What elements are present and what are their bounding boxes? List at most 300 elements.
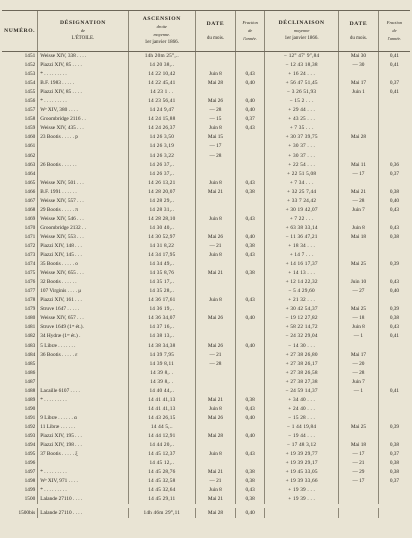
row-fraction2: 0,41 (378, 387, 410, 396)
row-ascension: 14 44 12,91 (128, 432, 195, 441)
header-date2-label: DATE (349, 20, 368, 27)
row-number: 1489 (24, 396, 36, 403)
row-fraction2 (378, 405, 410, 414)
header-declinaison-epoch: 1er janvier 1866. (284, 36, 319, 41)
row-number: 1497 (24, 469, 36, 476)
header-fraction2 (378, 11, 410, 52)
row-declinaison: + 19 39 29,17 (265, 459, 339, 468)
table-row (2, 369, 410, 378)
header-ascension-sub: droite (156, 24, 167, 29)
row-fraction2: 0,37 (378, 170, 410, 179)
row-number: 1478 (24, 297, 36, 304)
footer-declinaison (265, 508, 339, 518)
row-designation: B.F. 1983 . . . . . (38, 79, 128, 88)
footer-date2 (338, 508, 378, 518)
table-row (2, 432, 410, 441)
row-fraction2 (378, 251, 410, 260)
table-row (2, 342, 410, 351)
table-row (2, 233, 410, 242)
row-fraction (235, 88, 264, 97)
star-catalog-table (2, 10, 410, 504)
table-row (2, 161, 410, 170)
row-ascension: 14 39 7,95 (128, 351, 195, 360)
row-fraction2: 0,43 (378, 278, 410, 287)
row-fraction2 (378, 486, 410, 495)
row-date2 (338, 70, 378, 79)
table-row (2, 52, 410, 62)
header-date (195, 11, 235, 52)
header-declinaison (265, 11, 339, 52)
row-number: 1466 (24, 188, 36, 195)
row-declinaison: + 27 38 27,38 (265, 378, 339, 387)
row-fraction: 0,40 (235, 414, 264, 423)
header-fraction2-label: Fraction (386, 20, 403, 25)
row-ascension: 14 24 26,37 (128, 124, 195, 133)
row-designation: * . . . . . . . . . (38, 97, 128, 106)
row-number: 1455 (24, 89, 36, 96)
header-numero (2, 11, 38, 52)
row-designation: Weisse XIV, 553 . . . (38, 233, 128, 242)
row-number: 1474 (24, 261, 36, 268)
row-designation: 32 Bootis . . . . . . (38, 278, 128, 287)
row-designation (38, 369, 128, 378)
row-declinaison: + 19 39 . . . (265, 495, 339, 504)
row-date2 (338, 242, 378, 251)
table-row (2, 206, 410, 215)
row-date2: Mai 18 (338, 441, 378, 450)
row-designation: Lacaille 6107 . . . . (38, 387, 128, 396)
row-number: 1453 (24, 71, 36, 78)
row-fraction (235, 278, 264, 287)
row-number: 1475 (24, 270, 36, 277)
row-ascension: 14 36 34,07 (128, 314, 195, 323)
row-ascension: 14 24 9,47 (128, 106, 195, 115)
row-number: 1456 (24, 98, 36, 105)
row-number: 1460 (24, 134, 36, 141)
table-row (2, 269, 410, 278)
header-ascension-sub2: moyenne. (153, 32, 171, 37)
row-declinaison: − 12 43 18,38 (265, 61, 339, 70)
row-designation: Weisse XIV, 338 . . . . (38, 52, 128, 62)
row-date: — 15 (195, 115, 235, 124)
row-ascension: 14 34 17,95 (128, 251, 195, 260)
row-date: Mai 26 (195, 233, 235, 242)
row-number: 1452 (24, 62, 36, 69)
row-ascension: 14 39 8,. . (128, 369, 195, 378)
row-designation: Weisse XIV, 501 . . . (38, 179, 128, 188)
row-fraction2: 0,37 (378, 79, 410, 88)
row-number: 1479 (24, 306, 36, 313)
row-fraction (235, 161, 264, 170)
row-declinaison: + 7 35 . . . (265, 124, 339, 133)
row-ascension: 14 31 8,22 (128, 242, 195, 251)
row-number: 1500 (24, 496, 36, 503)
row-ascension: 14 35 17,.. (128, 278, 195, 287)
row-designation: Lalande 27110 . . . . (38, 495, 128, 504)
header-designation-sub2: L'ÉTOILE. (71, 36, 95, 41)
row-date2: Mai 18 (338, 233, 378, 242)
row-ascension: 14 45 29,11 (128, 495, 195, 504)
row-date2: — 18 (338, 314, 378, 323)
table-row (2, 387, 410, 396)
header-fraction (235, 11, 264, 52)
row-fraction (235, 224, 264, 233)
row-fraction (235, 133, 264, 142)
row-fraction: 0,40 (235, 79, 264, 88)
row-fraction2 (378, 351, 410, 360)
row-date: Mai 15 (195, 133, 235, 142)
row-ascension: 14 45 32,64 (128, 486, 195, 495)
row-fraction: 0,43 (235, 450, 264, 459)
row-date (195, 323, 235, 332)
row-fraction: 0,38 (235, 188, 264, 197)
row-date (195, 332, 235, 341)
row-ascension: 14 26 37,.. (128, 170, 195, 179)
header-fraction2-sub2: l'année. (387, 36, 402, 41)
table-row (2, 197, 410, 206)
header-date-label: DATE (206, 20, 225, 27)
row-fraction: 0,38 (235, 269, 264, 278)
table-row (2, 323, 410, 332)
row-ascension: 14 22 45,41 (128, 79, 195, 88)
row-fraction: 0,43 (235, 251, 264, 260)
row-date: Mai 26 (195, 414, 235, 423)
row-fraction (235, 170, 264, 179)
row-number: 1465 (24, 179, 36, 186)
table-row (2, 124, 410, 133)
row-declinaison: − 19 12 27,82 (265, 314, 339, 323)
row-date2 (338, 115, 378, 124)
row-fraction (235, 260, 264, 269)
table-row (2, 332, 410, 341)
row-date: Juin 8 (195, 124, 235, 133)
row-number: 1462 (24, 152, 36, 159)
row-date: Juin 8 (195, 296, 235, 305)
row-ascension: 14 28 31,.. (128, 206, 195, 215)
row-date2: — 28 (338, 197, 378, 206)
table-row (2, 152, 410, 161)
row-designation: Weisse XIV, 435 . . . (38, 124, 128, 133)
row-date: Mai 21 (195, 188, 235, 197)
row-date2: — 28 (338, 369, 378, 378)
row-fraction: 0,43 (235, 405, 264, 414)
row-declinaison: − 24 59 14,37 (265, 387, 339, 396)
row-declinaison: + 14 16 17,37 (265, 260, 339, 269)
row-declinaison: + 63 38 33,14 (265, 224, 339, 233)
header-fraction-sub2: l'année. (243, 36, 258, 41)
row-fraction2: 0,36 (378, 161, 410, 170)
row-fraction: 0,40 (235, 97, 264, 106)
row-date: — 21 (195, 477, 235, 486)
row-fraction2 (378, 97, 410, 106)
row-declinaison: + 29 44 . . . (265, 106, 339, 115)
row-number: 1484 (24, 351, 36, 358)
row-date: Juin 8 (195, 70, 235, 79)
row-date (195, 52, 235, 62)
row-date2: Mai 28 (338, 133, 378, 142)
row-fraction: 0,38 (235, 242, 264, 251)
table-row (2, 287, 410, 296)
row-fraction2: 0,37 (378, 450, 410, 459)
table-row (2, 106, 410, 115)
row-date2 (338, 106, 378, 115)
row-date2: — 17 (338, 477, 378, 486)
row-designation (38, 152, 128, 161)
row-fraction (235, 387, 264, 396)
row-designation: Groombridge 2116 . . (38, 115, 128, 124)
table-row (2, 242, 410, 251)
table-row (2, 142, 410, 151)
row-fraction2: 0,40 (378, 287, 410, 296)
header-date-sub: du mois. (206, 35, 225, 41)
row-date2: Juin 7 (338, 206, 378, 215)
row-number: 1469 (24, 215, 36, 222)
row-date2 (338, 414, 378, 423)
footer-row (2, 508, 410, 518)
row-date (195, 224, 235, 233)
row-date (195, 278, 235, 287)
row-date: — 17 (195, 142, 235, 151)
row-designation: * . . . . . . . . . (38, 486, 128, 495)
row-date: Mai 26 (195, 342, 235, 351)
row-date (195, 197, 235, 206)
row-fraction2 (378, 124, 410, 133)
row-date2 (338, 296, 378, 305)
row-fraction: 0,43 (235, 486, 264, 495)
row-ascension: 14 41 41,13 (128, 396, 195, 405)
row-number: 1467 (24, 197, 36, 204)
row-number: 1486 (24, 369, 36, 376)
table-row (2, 405, 410, 414)
row-ascension: 14 23 56,41 (128, 97, 195, 106)
row-designation (38, 459, 128, 468)
row-date2: Juin 8 (338, 224, 378, 233)
row-number: 1498 (24, 478, 36, 485)
row-fraction2 (378, 296, 410, 305)
row-fraction (235, 52, 264, 62)
row-date2: — 29 (338, 468, 378, 477)
row-declinaison: + 27 38 26,80 (265, 351, 339, 360)
row-designation: Piazzi XIV, 161 . . . (38, 296, 128, 305)
row-ascension: 14 26 37,.. (128, 161, 195, 170)
row-number: 1457 (24, 107, 36, 114)
row-fraction: 0,40 (235, 106, 264, 115)
header-date2-sub: du mois. (349, 35, 368, 41)
row-date (195, 161, 235, 170)
table-row (2, 414, 410, 423)
row-fraction2: 0,38 (378, 314, 410, 323)
row-fraction2: 0,41 (378, 61, 410, 70)
row-fraction2: 0,38 (378, 441, 410, 450)
row-designation: Piazzi XIV, 195 . . . (38, 432, 128, 441)
row-designation: 5 Libræ . . . . . . . (38, 342, 128, 351)
row-date2: — 1 (338, 387, 378, 396)
header-declinaison-label: DÉCLINAISON (278, 20, 325, 26)
row-designation: Weisse XIV, 655 . . . (38, 269, 128, 278)
row-ascension: 14 30 40,.. (128, 224, 195, 233)
row-designation: Groombridge 2132 . . (38, 224, 128, 233)
table-row (2, 115, 410, 124)
row-fraction2 (378, 378, 410, 387)
row-date: — 28 (195, 360, 235, 369)
row-declinaison: − 24 32 29,04 (265, 332, 339, 341)
row-date2: — 20 (338, 360, 378, 369)
row-designation: Wᵉ XIV, 971 . . . . (38, 477, 128, 486)
row-fraction2: 0,39 (378, 305, 410, 314)
row-ascension: 14 44 5,.. (128, 423, 195, 432)
row-declinaison: + 14 13 . . . (265, 269, 339, 278)
row-number: 1477 (24, 288, 36, 295)
header-designation-label: DÉSIGNATION (59, 20, 106, 26)
row-date2 (338, 495, 378, 504)
row-fraction2: 0,43 (378, 323, 410, 332)
row-declinaison: + 19 39 33,66 (265, 477, 339, 486)
row-designation: 9 Libræ . . . . . . α (38, 414, 128, 423)
row-date: Juin 8 (195, 405, 235, 414)
row-fraction (235, 152, 264, 161)
table-row (2, 477, 410, 486)
row-designation (38, 405, 128, 414)
table-row (2, 396, 410, 405)
row-date2 (338, 215, 378, 224)
row-ascension: 14 22 10,42 (128, 70, 195, 79)
row-date2: Juin 1 (338, 88, 378, 97)
header-designation (38, 11, 128, 52)
row-date (195, 378, 235, 387)
row-date: — 28 (195, 106, 235, 115)
row-number: 1493 (24, 432, 36, 439)
row-ascension: 14 40 44,.. (128, 387, 195, 396)
row-designation: * . . . . . . . . . (38, 396, 128, 405)
row-fraction2 (378, 269, 410, 278)
row-date: Mai 28 (195, 432, 235, 441)
row-declinaison: + 12 14 22,32 (265, 278, 339, 287)
row-declinaison: + 18 34 . . . (265, 242, 339, 251)
table-row (2, 486, 410, 495)
row-date: Mai 21 (195, 269, 235, 278)
row-declinaison: + 33 7 24,42 (265, 197, 339, 206)
row-declinaison: − 14 30 . . . (265, 342, 339, 351)
row-designation: * . . . . . . . . . (38, 70, 128, 79)
row-fraction2: 0,41 (378, 52, 410, 62)
row-designation (38, 378, 128, 387)
row-ascension: 14 36 17,61 (128, 296, 195, 305)
row-number: 1461 (24, 143, 36, 150)
table-row (2, 314, 410, 323)
row-fraction: 0,37 (235, 115, 264, 124)
row-number: 1491 (24, 414, 36, 421)
table-row (2, 188, 410, 197)
footer-ascension: 14h 46m 29°,11 (128, 508, 195, 518)
row-fraction2 (378, 142, 410, 151)
table-body (2, 52, 410, 505)
row-number: 1464 (24, 170, 36, 177)
row-designation: 107 Virginis . . . . μ (38, 287, 128, 296)
table-row (2, 495, 410, 504)
row-date: Juin 8 (195, 179, 235, 188)
row-fraction (235, 360, 264, 369)
row-date2 (338, 342, 378, 351)
row-fraction2 (378, 152, 410, 161)
row-declinaison: + 56 47 51,45 (265, 79, 339, 88)
table-row (2, 378, 410, 387)
row-declinaison: + 19 39 . . . (265, 486, 339, 495)
row-date: Mai 26 (195, 314, 235, 323)
row-designation: 35 Bootis . . . . . ο (38, 260, 128, 269)
table-row (2, 179, 410, 188)
header-declinaison-sub: moyenne (293, 28, 310, 33)
row-date2 (338, 486, 378, 495)
row-declinaison: + 19 45 33,05 (265, 468, 339, 477)
row-ascension: 14 45 12,.. (128, 459, 195, 468)
row-fraction (235, 206, 264, 215)
row-fraction (235, 142, 264, 151)
row-fraction (235, 369, 264, 378)
row-ascension: 14 41 41,13 (128, 405, 195, 414)
row-date (195, 206, 235, 215)
row-date2: Mai 25 (338, 305, 378, 314)
header-numero-label: NUMÉRO. (4, 27, 36, 34)
footer-date: Mai 28 (195, 508, 235, 518)
row-ascension: 14 39 8,. . (128, 378, 195, 387)
row-ascension: 14 35 28,.. (128, 287, 195, 296)
table-row (2, 296, 410, 305)
row-fraction2 (378, 360, 410, 369)
row-designation: B.F. 1991 . . . . . . (38, 188, 128, 197)
row-fraction2: 0,39 (378, 423, 410, 432)
table-row (2, 459, 410, 468)
row-date2: — 17 (338, 450, 378, 459)
row-declinaison: + 30 19 42,07 (265, 206, 339, 215)
table-row (2, 61, 410, 70)
row-date: — 21 (195, 351, 235, 360)
header-ascension-epoch: 1er janvier 1866. (144, 40, 179, 45)
row-fraction: 0,38 (235, 495, 264, 504)
row-fraction (235, 61, 264, 70)
row-designation: 29 Bootis . . . . . π (38, 206, 128, 215)
table-header-row (2, 11, 410, 52)
row-date: Juin 8 (195, 450, 235, 459)
row-designation: Weisse XIV, 557 . . . (38, 197, 128, 206)
table-row (2, 278, 410, 287)
table-row (2, 450, 410, 459)
row-ascension: 14 28 28,10 (128, 215, 195, 224)
footer-fraction2 (378, 508, 410, 518)
row-ascension: 14 23 1 . . (128, 88, 195, 97)
row-number: 1463 (24, 161, 36, 168)
row-date2: Mai 21 (338, 188, 378, 197)
footer-num: 1500bis (18, 510, 36, 517)
row-date2 (338, 152, 378, 161)
row-fraction2 (378, 179, 410, 188)
row-fraction2 (378, 106, 410, 115)
table-row (2, 215, 410, 224)
row-fraction2 (378, 115, 410, 124)
row-date2: — 27 (338, 287, 378, 296)
row-number: 1496 (24, 460, 36, 467)
row-ascension: 14h 20m 25°,.. (128, 52, 195, 62)
row-date2 (338, 179, 378, 188)
row-designation: Struve 1647 . . . . . (38, 305, 128, 314)
header-fraction2-sub: de (392, 28, 397, 33)
table-row (2, 260, 410, 269)
header-designation-sub: de (80, 28, 86, 33)
row-date: Mai 26 (195, 97, 235, 106)
row-declinaison: + 22 51 5,08 (265, 170, 339, 179)
row-fraction: 0,38 (235, 468, 264, 477)
row-declinaison: + 43 25 . . . (265, 115, 339, 124)
row-number: 1483 (24, 342, 36, 349)
